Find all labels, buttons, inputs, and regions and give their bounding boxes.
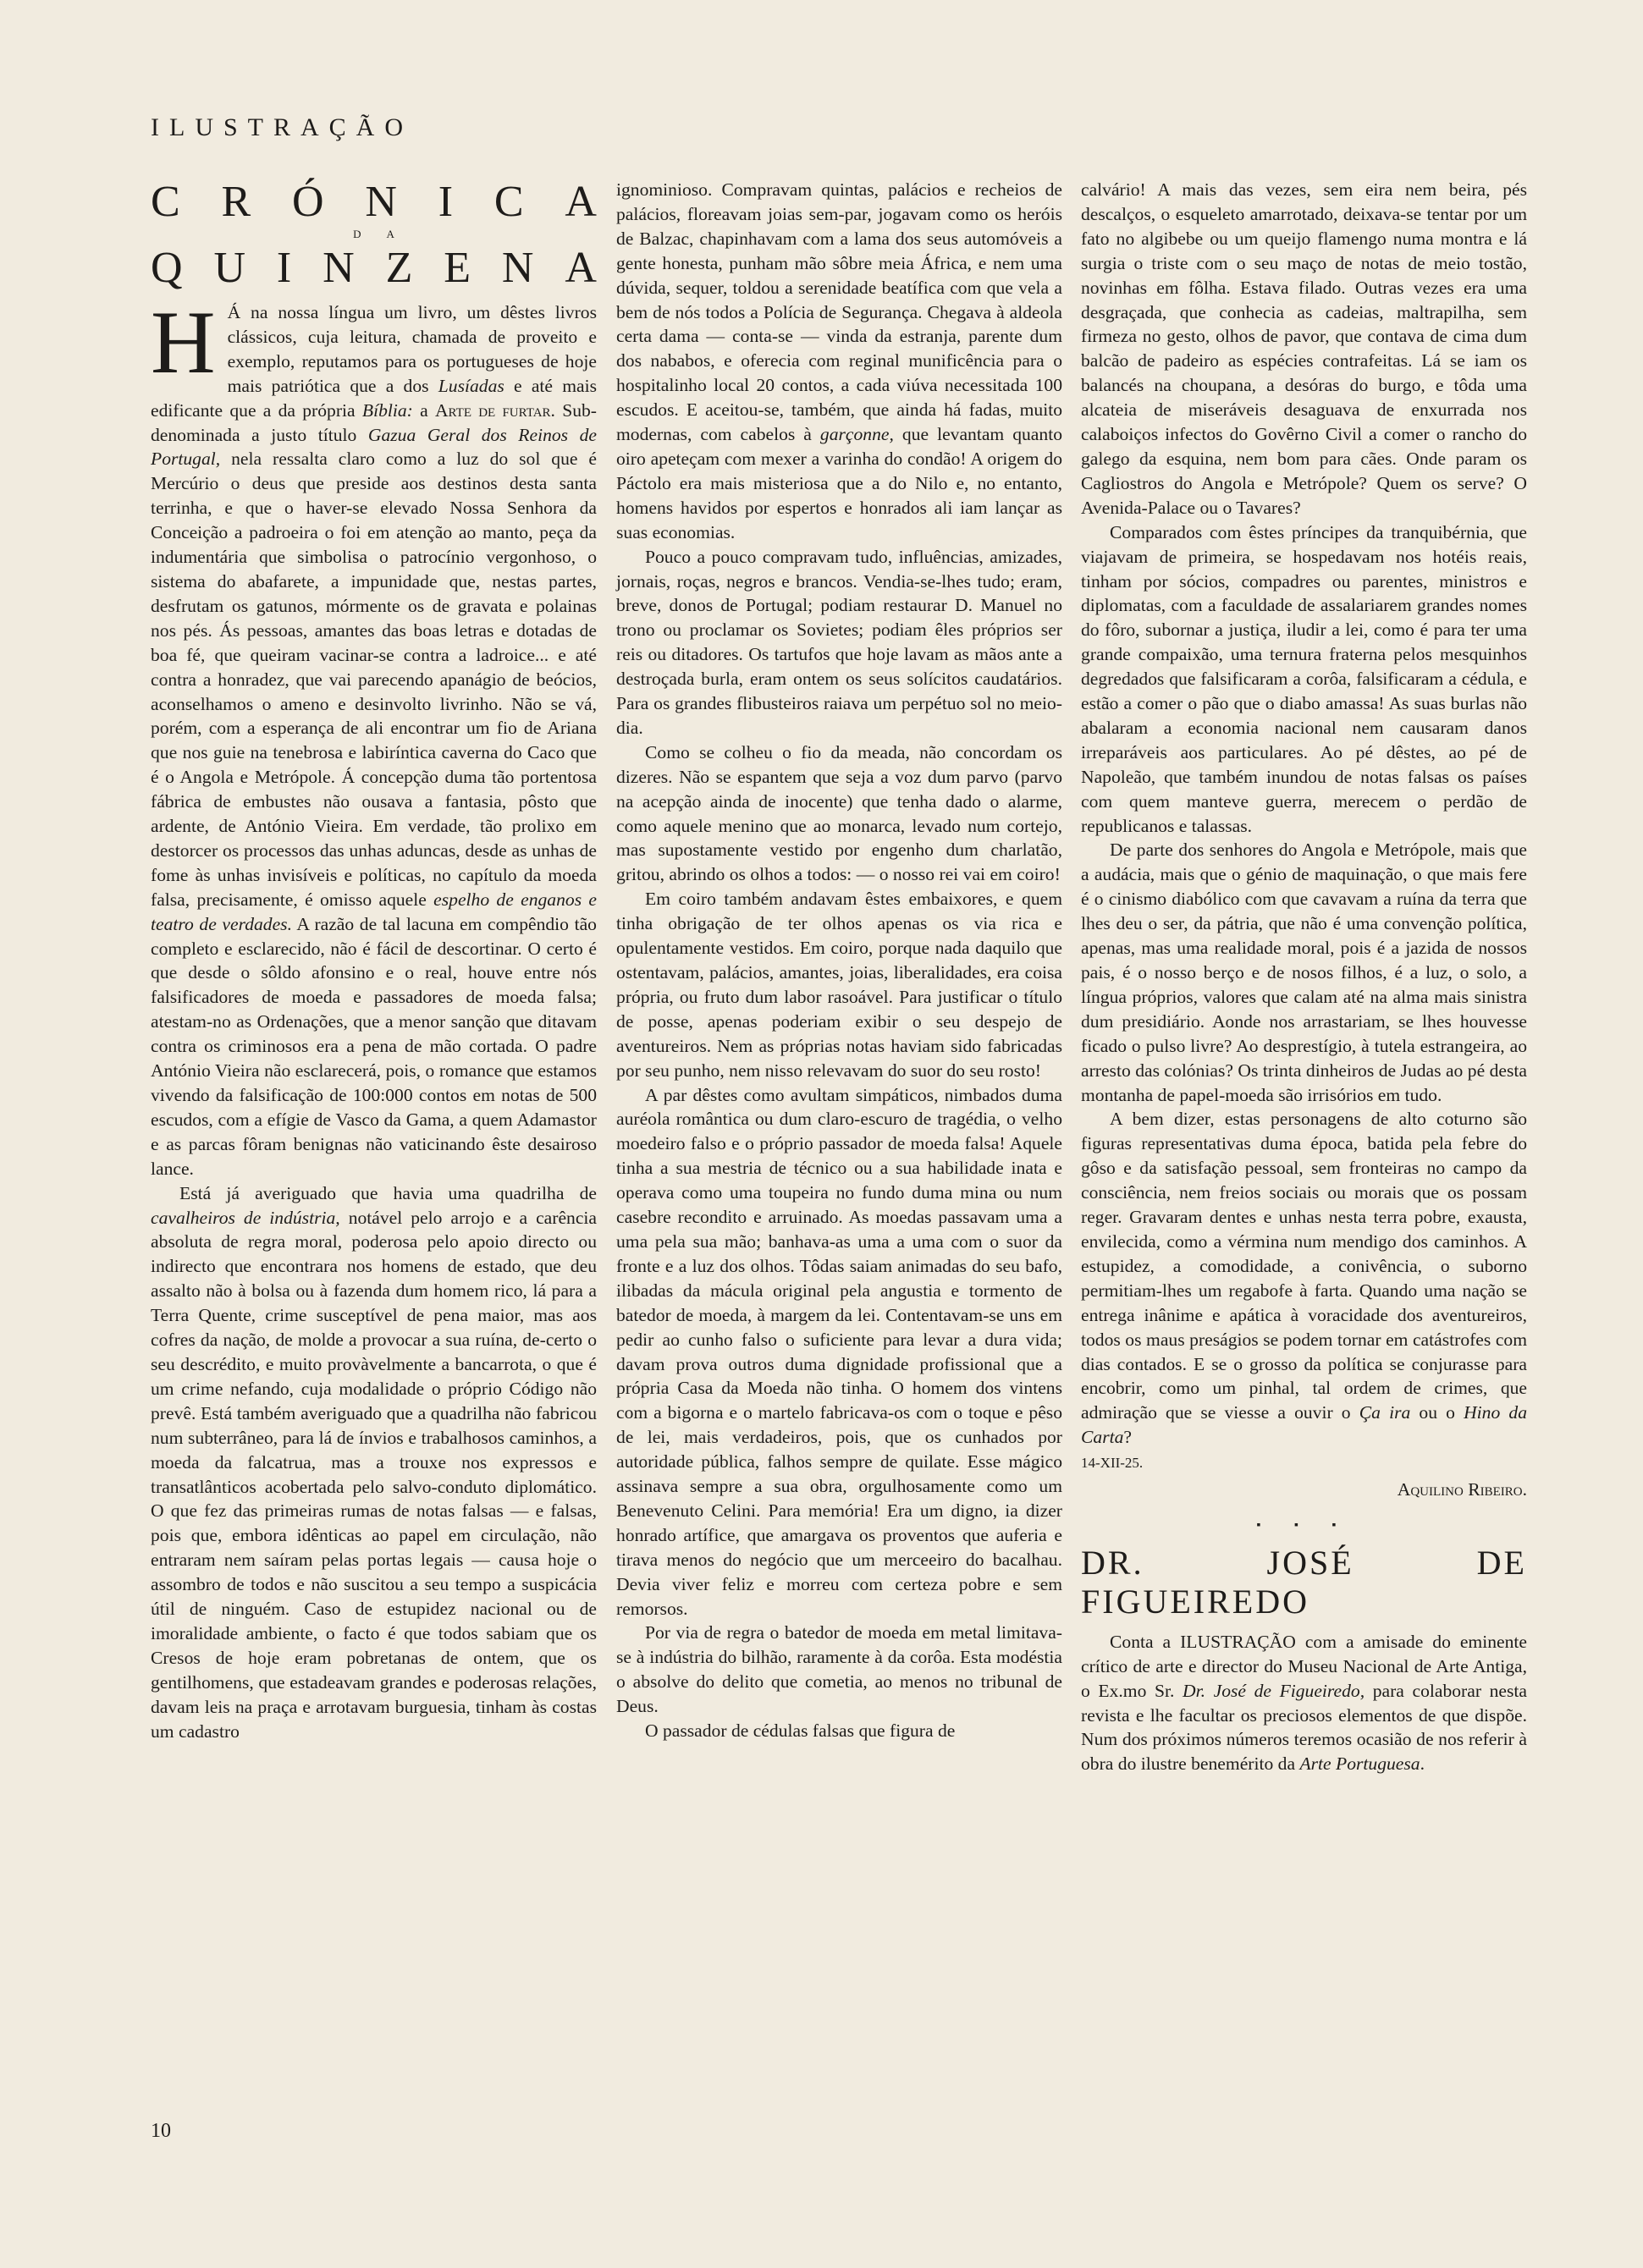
paragraph: A bem dizer, estas personagens de alto coturno são figuras representativas duma época, batida pela febre do gôso e da satisfação pessoal, sem fronteiras no campo da consciência, nem freios sociais ou morais que os possam reger. Gravaram dentes e unhas nesta terra pobre, exausta, envilecida, como a vérmina num mendigo dos caminhos. A estupidez, a comodidade, a conivência, o suborno permitiam-lhes um regabofe à farta. Quando uma nação se entrega inânime e apática à voracidade dos aventureiros, todos os maus preságios se podem tornar em catástrofes com dias contados. E se o grosso da política se conjurasse para encobrir, como um pinhal, tal ordem de crimes, que admiração que se viesse a ouvir o Ça ira ou o Hino da Carta? [1081, 1109, 1527, 1448]
article-date: 14-XII-25. [1081, 1455, 1144, 1472]
title-letter: I [276, 244, 292, 292]
paragraph: O passador de cédulas falsas que figura de [645, 1720, 956, 1742]
title-line-cronica [151, 178, 597, 227]
title-letter: R [221, 178, 251, 226]
title-line-quinzena [151, 244, 597, 293]
masthead: ILUSTRAÇÃO [151, 113, 414, 141]
title-letter: Q [151, 244, 183, 292]
paragraph: calvário! A mais das vezes, sem eira nem beira, pés descalços, o esqueleto amarrotado, deixava-se tentar por um fato no algibebe ou um queijo flamengo numa montra e lá surgia o triste com o seu maço de notas de meio tostão, novinhas em fôlha. Estava filado. Outras vezes era uma desgraçada, que conhecia as cadeias, maltrapilha, sem firmeza no gesto, olhos de pavor, que contava de cima dum balcão de padeiro as espécies contrafeitas. Lá se iam os balancés na choupana, a desóras do burgo, e tôda uma alcateia de miseráveis desaguava de enxurrada nos calaboiços infectos do Govêrno Civil a comer o rancho do galego da esquina, nem bom para cães. Onde param os Cagliostros do Angola e Metrópole? Quem os serve? O Avenida-Palace ou o Tavares? [1081, 179, 1527, 518]
paragraph: Em coiro também andavam êstes embaixores, e quem tinha obrigação de ter olhos apenas os via rica e opulentamente vestidos. Em coiro, porque nada daquilo que ostentavam, palácios, amantes, joias, liberalidades, era coisa própria, ou fruto dum labor rasoável. Para justificar o título de posse, apenas poderiam exibir o seu despejo de aventureiros. Nem as próprias notas haviam sido fabricadas por seu punho, nem nisso relevavam do suor do seu rosto! [616, 889, 1062, 1081]
notice-text: Conta a ILUSTRAÇÃO com a amisade do eminente crítico de arte e director do Museu Nacional de Arte Antiga, o Ex.mo Sr. Dr. José de Figueiredo, para colaborar nesta revista e lhe facultar os preciosos elementos de que dispõe. Num dos próximos números teremos ocasião de nos referir à obra do ilustre benemérito da Arte Portuguesa. [1081, 1631, 1527, 1775]
article-title [151, 178, 597, 293]
column-2 [616, 178, 1062, 1743]
paragraph: Por via de regra o batedor de moeda em metal limitava-se à indústria do bilhão, raramente à da corôa. Esta modéstia o absolve do delito que cometia, ao menos no tribunal de Deus. [616, 1622, 1062, 1717]
title-letter: Ó [292, 178, 324, 226]
paragraph: A par dêstes como avultam simpáticos, nimbados duma auréola romântica ou dum claro-escuro de tragédia, o velho moedeiro falso e o próprio passador de moeda falsa! Aquele tinha a sua mestria de técnico ou a sua habilidade inata e operava como uma toupeira no fundo duma mina ou num casebre recondito e arruinado. As moedas passavam uma a uma pela sua mão; banhava-as uma a uma com o suor da fronte e a luz dos olhos. Tôdas saiam animadas do seu bafo, ilibadas da mácula original pela angustia e tormento de batedor de moeda, à margem da lei. Contentavam-se uns em pedir ao cunho falso o suficiente para levar a dura vida; davam prova outros duma dignidade profissional que a própria Casa da Moeda não tinha. O homem dos vintens com a bigorna e o martelo fabricava-os com o toque e pêso de lei, mais verdadeiros, pois, que os cunhados por autoridade pública, falhos sempre de quilate. Esse mágico assinava sempre a sua obra, orgulhosamente como um Benevenuto Celini. Para memória! Era um digno, ia dizer honrado artífice, que amargava os proventos que auferia e tirava menos do negócio que um merceeiro do bacalhau. Devia viver feliz e morreu com certeza pobre e sem remorsos. [616, 1084, 1062, 1619]
title-letter: U [213, 244, 246, 292]
title-letter: A [565, 178, 597, 226]
page-number: 10 [151, 2120, 171, 2142]
title-letter: C [151, 178, 180, 226]
column-1 [151, 293, 598, 1743]
paragraph: Comparados com êstes príncipes da tranquibérnia, que viajavam de primeira, se hospedavam nos hotéis reais, tinham por sócios, compadres ou parentes, ministros e diplomatas, com a faculdade de assalariarem grandes nomes do fôro, subornar a justiça, iludir a lei, como é para ter uma grande compaixão, uma ternura fraterna pelos mesquinhos degredados que falsificaram a corôa, falsificaram a cédula, e estão a comer o pão que o diabo amassa! As suas burlas não abalaram a economia nacional nem causaram danos irreparáveis aos particulares. Ao pé dêstes, ao pé de Napoleão, que também inundou de notas falsas os países com quem manteve guerra, merecem o perdão de republicanos e talassas. [1081, 521, 1527, 836]
title-letter: N [323, 244, 355, 292]
paragraph: Como se colheu o fio da meada, não concordam os dizeres. Não se espantem que seja a voz dum parvo (parvo na acepção ainda de inocente) que tenha dado o alarme, como aquele menino que ao monarca, levado num cortejo, mas supostamente vestido por engenho dum charlatão, gritou, abrindo os olhos a todos: — o nosso rei vai em coiro! [616, 741, 1062, 885]
paragraph: De parte dos senhores do Angola e Metrópole, mais que a audácia, mais que o génio de maquinação, o que mais fere é o cinismo diabólico com que cavavam a ruína da terra que lhes deu o ser, da pátria, que não é uma convenção política, apenas, mas uma realidade moral, pois é a jazida de nossos pais, é o nosso berço e de nosos filhos, é a luz, o solo, a língua próprios, valores que calam até na alma mais sinistra dum presidiário. Aonde nos arrastariam, se lhes houvesse ficado o pulso livre? Ao desprestígio, à tutela estrangeira, ao arresto das colónias? Os trinta dinheiros de Judas ao pé desta montanha de papel-moeda são irrisórios em tudo. [1081, 839, 1527, 1105]
title-letter: C [493, 178, 524, 226]
author-signature: Aquilino Ribeiro. [1397, 1479, 1527, 1500]
title-letter: E [444, 244, 471, 292]
title-letter: I [438, 178, 454, 226]
title-letter: Z [385, 244, 413, 292]
title-letter: A [565, 244, 597, 292]
title-letter: N [365, 178, 397, 226]
ornament-divider: ▪ ▪ ▪ [1256, 1518, 1352, 1532]
notice-heading: DR. JOSÉ DE FIGUEIREDO [1081, 1543, 1527, 1621]
column-3 [1081, 178, 1527, 1776]
title-letter: N [501, 244, 534, 292]
title-da: DA [353, 228, 420, 240]
paragraph: ignominioso. Compravam quintas, palácios e recheios de palácios, floreavam joias sem-par, jogavam como os heróis de Balzac, chapinhavam com a lama dos seus automóveis a gente honesta, punham mão sôbre meia África, e nem uma dúvida, sequer, toldou a serenidade beatífica com que vela a bem de nós todos a Polícia de Segurança. Chegava à aldeola certa dama — conta-se — vinda da estranja, parente dum dos nababos, e oferecia com reginal munificência para o hospitalinho local 20 contos, a cada viúva necessitada 100 escudos. E aceitou-se, também, que ainda há fadas, muito modernas, com cabelos à garçonne, que levantam quanto oiro apeteçam com mexer a varinha do condão! A origem do Páctolo era mais misteriosa que a do Nilo e, no entanto, homens havidos por espertos e honrados ali iam lançar as suas economias. [616, 179, 1062, 542]
paragraph: Está já averiguado que havia uma quadrilha de cavalheiros de indústria, notável pelo arrojo e a carência absoluta de regra moral, poderosa pelo apoio directo ou indirecto que encontrara nos homens de estado, que deu assalto não à bolsa ou à fazenda dum homem rico, lá para a Terra Quente, crime susceptível de pena maior, mas aos cofres da nação, de molde a provocar a sua ruína, de-certo o seu descrédito, e muito provàvelmente a bancarrota, o que é um crime nefando, cuja modalidade o próprio Código não prevê. Está também averiguado que a quadrilha não fabricou num subterrâneo, para lá de ínvios e trabalhosos caminhos, a moeda da falcatrua, mas a trouxe nos expressos e transatlânticos acobertada pelo salvo-conduto diplomático. O que fez das primeiras rumas de notas falsas — e falsas, pois que, embora idênticas ao papel em circulação, não entraram nem saíram pelas portas legais — causa hoje o assombro de todos e não suscitou a seu tempo a suspicácia útil de ninguém. Caso de estupidez nacional ou de imoralidade ambiente, o facto é que todos sabiam que os Cresos de hoje eram pobretanas de ontem, que os gentilhomens, que estadeavam grandes e poderosas relações, davam leis na praça e arrotavam burguesia, tinham às costas um cadastro [151, 1182, 598, 1742]
paragraph: Pouco a pouco compravam tudo, influências, amizades, jornais, roças, negros e brancos. Vendia-se-lhes tudo; eram, breve, donos de Portugal; podiam restaurar D. Manuel no trono ou proclamar os Sovietes; podiam êles próprios ser reis ou ditadores. Os tartufos que hoje lavam as mãos ante a destroçada burla, eram ontem os seus solícitos caudatários. Para os grandes flibusteiros raiava um perpétuo sol no meio-dia. [616, 546, 1062, 738]
drop-cap: H [151, 293, 216, 392]
date-line [1081, 1450, 1527, 1476]
paragraph: H Á na nossa língua um livro, um dêstes livros clássicos, cuja leitura, chamada de proveito e exemplo, reputamos para os portugueses de hoje mais patriótica que a dos Lusíadas e até mais edificante que a da própria Bíblia: a Arte de furtar. Sub-denominada a justo título Gazua Geral dos Reinos de Portugal, nela ressalta claro como a luz do sol que é Mercúrio o deus que preside aos destinos desta santa terrinha, e que o haver-se elevado Nossa Senhora da Conceição a padroeira o foi em atenção ao manto, peça da indumentária que simbolisa o patrocínio vergonhoso, o sistema do abafarete, a impunidade que, nestas partes, desfrutam os gatunos, mórmente os de gravata e polainas nos pés. Ás pessoas, amantes das boas letras e dotadas de boa fé, que queiram vacinar-se contra a ladroice... e até contra a honradez, que vai parecendo apanágio de beócios, aconselhamos o ameno e desinvolto livrinho. Não se vá, porém, com a esperança de ali encontrar um fio de Ariana que nos guie na tenebrosa e labiríntica caverna do Caco que é o Angola e Metrópole. Á concepção duma tão portentosa fábrica de embustes não ousava a fantasia, pôsto que ardente, de António Vieira. Em verdade, tão prolixo em destorcer os processos das unhas aduncas, desde as unhas de fome às unhas invisíveis e políticas, no capítulo da moeda falsa, precisamente, é omisso aquele espelho de enganos e teatro de verdades. A razão de tal lacuna em compêndio tão completo e esclarecido, não é fácil de descortinar. O certo é que desde o sôldo afonsino e o real, houve entre nós falsificadores de moeda e passadores de moeda falsa; atestam-no as Ordenações, que a menor sanção que ditavam contra os criminosos era a pena de mão cortada. O padre António Vieira não esclarecerá, pois, o romance que estamos vivendo da falsificação de 100:000 contos em notas de 500 escudos, com a efígie de Vasco da Gama, a quem Adamastor e as parcas fôram benignas não vaticinando êste desairoso lance. [151, 293, 597, 1179]
